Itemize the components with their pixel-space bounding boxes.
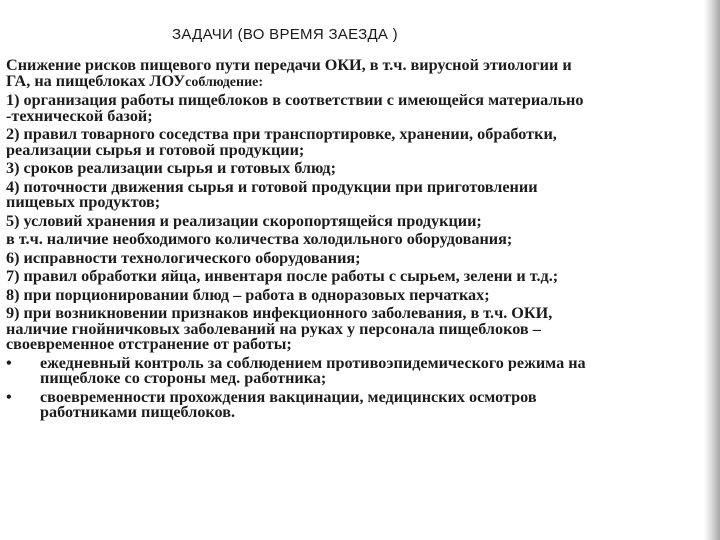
bullet-1-text <box>40 356 586 387</box>
bullet-item-2 <box>6 387 706 421</box>
item-1 <box>6 93 706 124</box>
intro-line-1: Снижение рисков пищевого пути передачи ОКИ, в т.ч. вирусной этиологии и <box>6 58 572 74</box>
item-9-line-2: наличие гнойничковых заболеваний на руках у персонала пищеблоков – <box>6 321 541 337</box>
bullet-1-line-2: пищеблоке со стороны мед. работника; <box>40 371 327 387</box>
slide-content <box>6 58 706 421</box>
bullet-1-line-1: ежедневный контроль за соблюдением противоэпидемического режима на <box>40 355 586 371</box>
item-4-line-1: 4) поточности движения сырья и готовой продукции при приготовлении <box>6 179 538 195</box>
item-4 <box>6 180 706 211</box>
bullet-item-1 <box>6 353 706 387</box>
item-2-line-1: 2) правил товарного соседства при транспортировке, хранении, обработки, <box>6 127 557 143</box>
bullet-2-line-2: работниками пищеблоков. <box>40 405 235 421</box>
item-2 <box>6 127 706 158</box>
item-7: 7) правил обработки яйца, инвентаря после работы с сырьем, зелени и т.д.; <box>6 269 559 285</box>
item-4-line-2: пищевых продуктов; <box>6 195 161 211</box>
item-1-line-1: 1) организация работы пищеблоков в соответствии с имеющейся материально <box>6 93 584 109</box>
item-5: 5) условий хранения и реализации скоропортящейся продукции; <box>6 213 482 229</box>
item-9-line-3: своевременное отстранение от работы; <box>6 337 292 353</box>
item-6: 6) исправности технологического оборудования; <box>6 250 361 266</box>
slide-title: ЗАДАЧИ (ВО ВРЕМЯ ЗАЕЗДА ) <box>172 26 398 43</box>
bullet-2-text <box>40 390 537 421</box>
intro-line-2-main: ГА, на пищеблоках ЛОУ <box>6 73 186 90</box>
item-3: 3) сроков реализации сырья и готовых блюд; <box>6 161 336 177</box>
item-8: 8) при порционировании блюд – работа в одноразовых перчатках; <box>6 287 490 303</box>
item-9 <box>6 306 706 353</box>
bullet-1-symbol: • <box>6 353 12 372</box>
item-1-line-2: -технической базой; <box>6 108 153 124</box>
bullet-2-symbol: • <box>6 387 12 406</box>
bullet-2-line-1: своевременности прохождения вакцинации, медицинских осмотров <box>40 389 537 405</box>
item-2-line-2: реализации сырья и готовой продукции; <box>6 142 305 158</box>
intro-line-2 <box>6 74 706 91</box>
item-5-note: в т.ч. наличие необходимого количества холодильного оборудования; <box>6 232 513 248</box>
item-9-line-1: 9) при возникновении признаков инфекционного заболевания, в т.ч. ОКИ, <box>6 306 553 322</box>
slide-edge-shadow <box>704 0 720 540</box>
intro-line-2-small: соблюдение: <box>185 74 264 90</box>
